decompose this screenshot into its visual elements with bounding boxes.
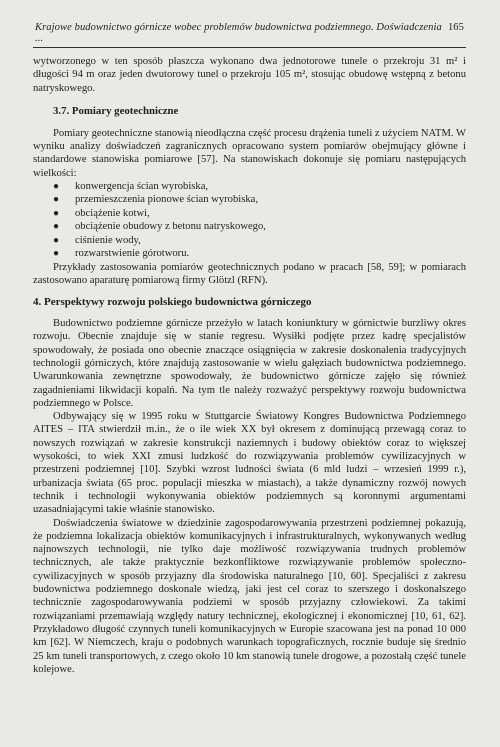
bullet-icon: ● <box>53 248 60 260</box>
section-paragraph: Doświadczenia światowe w dziedzinie zagospodarowywania przestrzeni podziemnej pokazują, że podziemna lokalizacja obiektów komunikacyjnych i infrastrukturalnych, wykonywanych według najnowszych technologii, nie tylko daje możliwość rozwiązywania trudnych problemów technicznych, ale także praktycznie bezkonfliktowe rozwiązywanie problemów społeczno-cywilizacyjnych w sposób przyjazny dla środowiska naturalnego [10, 60]. Specjaliści z zakresu budownictwa podziemnego doskonale wiedzą, jaki jest cel coraz to szerszego i doskonalszego technicznie zagospodarowywania podziemi w sposób przyjazny człowiekowi. Za takimi rozwiązaniami przemawiają względy natury technicznej, ekologicznej i ekonomicznej [10, 61, 62]. Przykładowo długość czynnych tuneli komunikacyjnych w Europie szacowana jest na ponad 10 000 km [62]. W Niemczech, kraju o podobnych warunkach topograficznych, rocznie buduje się średnio 25 km tuneli transportowych, z czego około 10 km stanowią tunele drogowe, a pozostałą część tunele kolejowe. <box>33 517 466 675</box>
running-header <box>33 22 466 48</box>
page-number: 165 <box>447 22 464 33</box>
subsection-closing-paragraph: Przykłady zastosowania pomiarów geotechnicznych podano w pracach [58, 59]; w pomiarach zastosowano aparaturę pomiarową firmy Glötzl (RFN). <box>33 261 466 286</box>
list-item: ● rozwarstwienie górotworu. <box>53 248 190 260</box>
bullet-icon: ● <box>53 181 60 193</box>
bullet-icon: ● <box>53 194 60 206</box>
list-item: ● obciążenie obudowy z betonu natryskowego, <box>53 221 266 233</box>
list-item: ● obciążenie kotwi, <box>53 207 150 219</box>
measurement-list <box>33 180 466 260</box>
bullet-icon: ● <box>53 234 60 246</box>
intro-paragraph: wytworzonego w ten sposób płaszcza wykonano dwa jednotorowe tunele o przekroju 31 m² i długości 94 m oraz jeden dwutorowy tunel o przekroju 105 m², stosując obudowę wstępną z betonu natryskowego. <box>33 56 466 94</box>
section-heading: 4. Perspektywy rozwoju polskiego budownictwa górniczego <box>33 296 312 309</box>
running-title: Krajowe budownictwo górnicze wobec problemów budownictwa podziemnego. Doświadczenia ... <box>35 22 442 44</box>
section-paragraph: Odbywający się w 1995 roku w Stuttgarcie Światowy Kongres Budownictwa Podziemnego AITES – ITA stwierdził m.in., że o ile wiek XX był okresem z dominującą przewagą coraz to nowszych rozwiązań w zakresie konstrukcji naziemnych i budowy obiektów coraz to większej wysokości, to wiek XXI zmusi ludzkość do rozwiązywania problemów cywilizacyjnych w przestrzeni podziemnej [10]. Szybki wzrost ludności świata (6 mld ludzi – wrzesień 1999 r.), urbanizacja świata (65 proc. populacji mieszka w miastach), a także dynamiczny rozwój nowych technik i technologii wykonywania obiektów podziemnych są koronnymi argumentami uzasadniającymi takie właśnie stanowisko. <box>33 411 466 516</box>
section-paragraph: Budownictwo podziemne górnicze przeżyło w latach koniunktury w górnictwie burzliwy okres rozwoju. Obecnie znajduje się w stanie regresu. Wysiłki podjęte przez kadrę specjalistów spowodowały, że posiada ono obecnie znaczące osiągnięcia w zakresie doskonalenia tradycyjnych technologii górniczych, które znajdują zastosowanie w wielu gałęziach budownictwa podziemnego. Uwarunkowania zewnętrzne spowodowały, że budownictwo górnicze zajęło się również zagadnieniami likwidacji kopalń. Na tym tle należy rozważyć perspektywy rozwoju budownictwa podziemnego w Polsce. <box>33 318 466 409</box>
bullet-icon: ● <box>53 221 60 233</box>
list-item: ● przemieszczenia pionowe ścian wyrobiska, <box>53 194 258 206</box>
subsection-paragraph: Pomiary geotechniczne stanowią nieodłączna część procesu drążenia tuneli z użyciem NATM. W wyniku analizy doświadczeń zagranicznych opracowano system pomiarów obejmujący główne i standardowe stanowiska pomiarowe [57]. Na stanowiskach dokonuje się pomiaru następujących wielkości: <box>33 127 466 179</box>
subsection-heading: 3.7. Pomiary geotechniczne <box>53 104 179 117</box>
list-item: ● ciśnienie wody, <box>53 234 141 246</box>
list-item: ● konwergencja ścian wyrobiska, <box>53 181 209 193</box>
bullet-icon: ● <box>53 207 60 219</box>
